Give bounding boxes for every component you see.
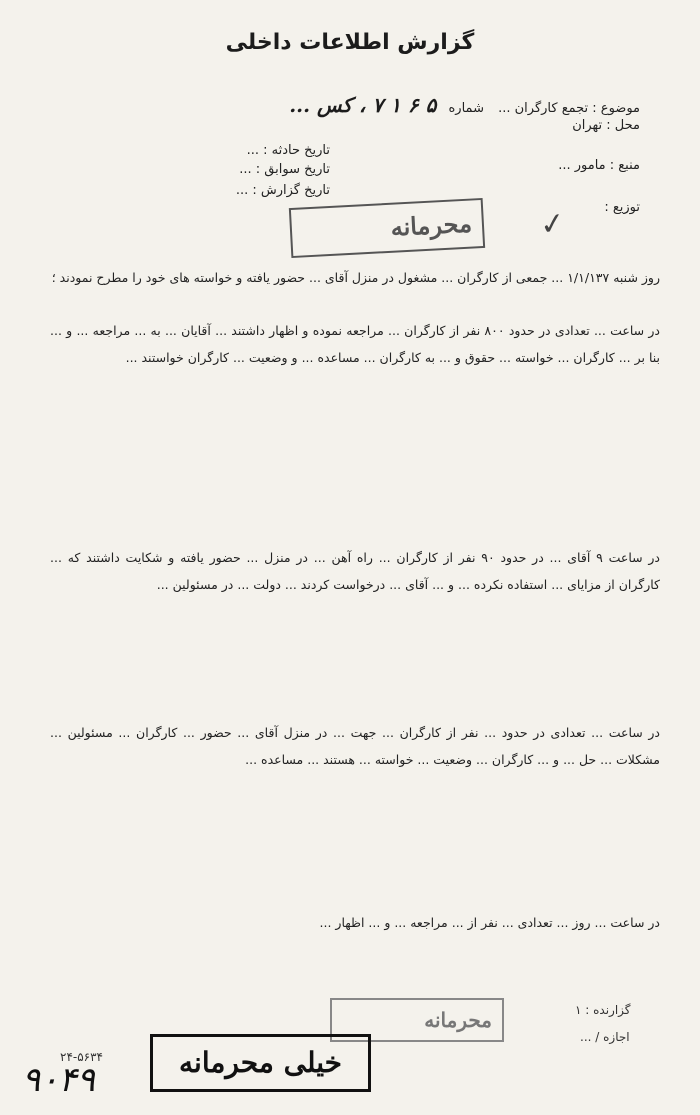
document-number: ۹۰۴۹ bbox=[22, 1060, 96, 1100]
distribution-line bbox=[604, 200, 640, 215]
report-date-label: تاریخ گزارش : ... bbox=[235, 183, 330, 198]
paragraph-1: در ساعت ... تعدادی در حدود ۸۰۰ نفر از کارگران ... مراجعه نموده و اظهار داشتند ... آقایان ... به ... مراجعه ... و ... بنا بر ... کارگران ... خواسته ... حقوق و ... به کارگران ... مساعده ... و وضعیت ... کارگران خواستند ... bbox=[50, 323, 660, 365]
paragraph-3: در ساعت ... تعدادی در حدود ... نفر از کارگران ... جهت ... در منزل آقای ... حضور ... کارگران ... مسئولین ... مشکلات ... حل ... و ... کارگران ... وضعیت ... خواسته ... هستند ... مساعده ... bbox=[50, 725, 660, 767]
event-date-line bbox=[247, 143, 330, 158]
subject-handwritten-value: ۵ ۶ ۱ ۷ ، کس ... bbox=[289, 93, 437, 117]
approval-signature: اجازه / ... bbox=[580, 1030, 630, 1044]
report-date-line bbox=[236, 183, 330, 198]
paragraph-2: در ساعت ۹ آقای ... در حدود ۹۰ نفر از کارگران ... راه آهن ... در منزل ... حضور یافته و شکایت داشتند که ... کارگران از مزایای ... استفاده نکرده ... و ... آقای ... درخواست کردند ... دولت ... در مسئولین ... bbox=[50, 550, 660, 592]
number-label: شماره bbox=[448, 101, 484, 116]
source-line bbox=[558, 158, 640, 173]
confidential-stamp-top: محرمانه bbox=[289, 198, 485, 258]
event-date-label: تاریخ حادثه : ... bbox=[246, 143, 330, 158]
distribution-label: توزیع : bbox=[604, 200, 640, 215]
place-label: محل : تهران bbox=[572, 118, 640, 133]
handwritten-checkmark: ✓ bbox=[537, 205, 568, 244]
subject-label: موضوع : تجمع کارگران ... bbox=[498, 101, 640, 116]
reference-number: ۲۴-۵۶۳۴ bbox=[60, 1050, 104, 1064]
document-title: گزارش اطلاعات داخلی bbox=[225, 30, 475, 55]
paragraph-intro: روز شنبه ۱/۱/۱۳۷ ... جمعی از کارگران ... مشغول در منزل آقای ... حضور یافته و خواسته های خود را مطرح نمودند ؛ bbox=[51, 270, 660, 285]
source-label: منبع : مامور ... bbox=[558, 158, 640, 173]
compiler-signature: گزارنده : ۱ bbox=[575, 1003, 631, 1017]
record-date-line bbox=[239, 162, 330, 177]
subject-line bbox=[289, 93, 640, 117]
top-secret-stamp: خیلی محرمانه bbox=[150, 1034, 371, 1092]
place-line bbox=[572, 118, 640, 133]
record-date-label: تاریخ سوابق : ... bbox=[239, 162, 330, 177]
confidential-stamp-bottom: محرمانه bbox=[330, 998, 504, 1042]
paragraph-4: در ساعت ... روز ... تعدادی ... نفر از ... مراجعه ... و ... اظهار ... bbox=[319, 915, 660, 930]
